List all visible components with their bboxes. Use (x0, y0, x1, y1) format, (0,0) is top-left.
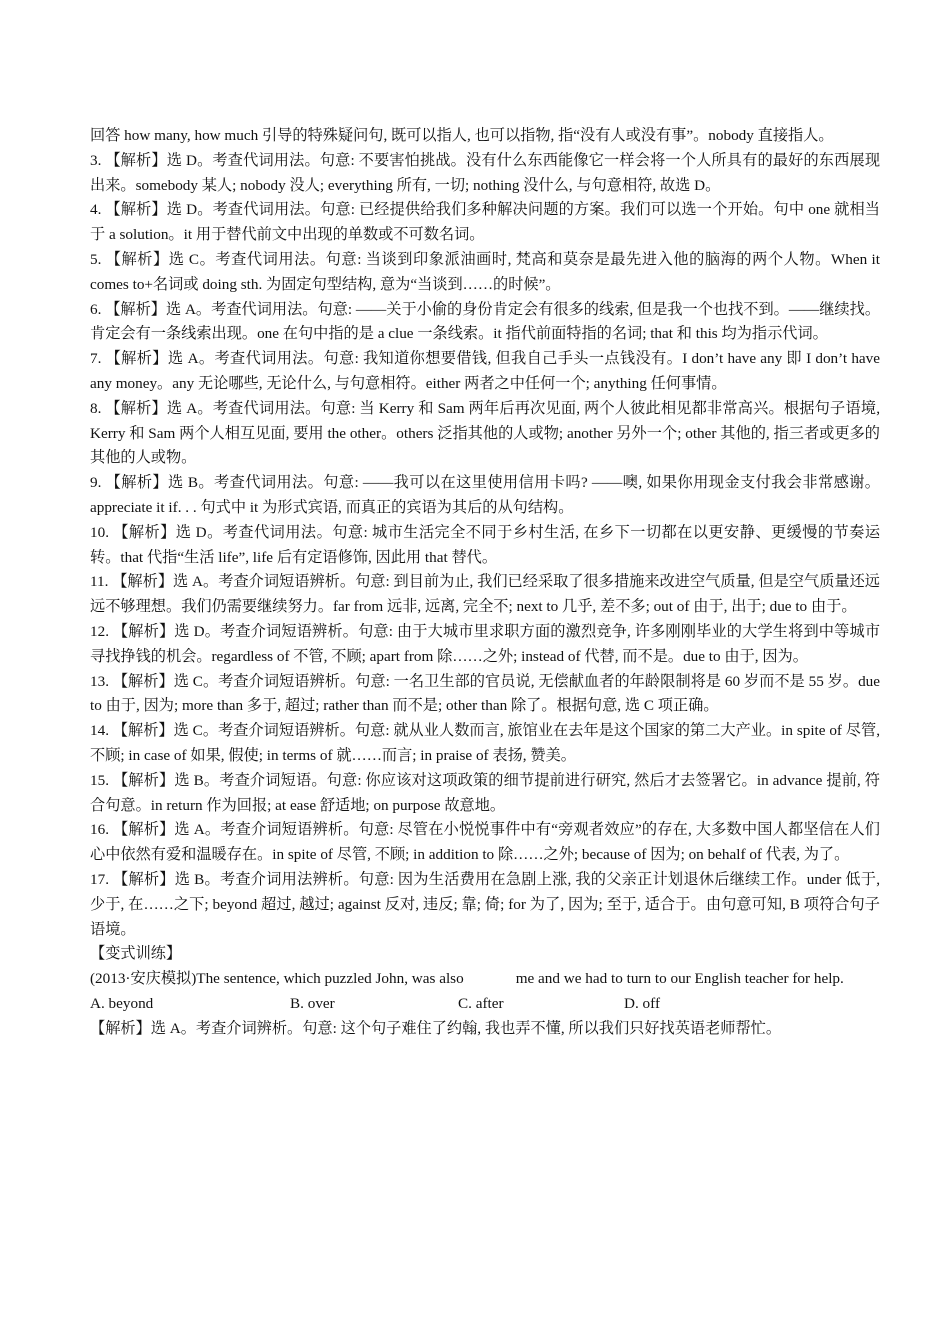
answer-5: 5. 【解析】选 C。考查代词用法。句意: 当谈到印象派油画时, 梵高和莫奈是最先进入他的脑海的两个人物。When it comes to+名词或 doing sth. 为固定句型结构, 意为“当谈到……的时候”。 (90, 250, 880, 293)
question-text-before: (2013·安庆模拟)The sentence, which puzzled John, was also (90, 970, 464, 988)
answer-12: 12. 【解析】选 D。考查介词短语辨析。句意: 由于大城市里求职方面的激烈竞争, 许多刚刚毕业的大学生将到中等城市寻找挣钱的机会。regardless of 不管, 不顾; apart from 除……之外; instead of 代替, 而不是。due to 由于, 因为。 (90, 622, 880, 665)
answer-15: 15. 【解析】选 B。考查介词短语。句意: 你应该对这项政策的细节提前进行研究, 然后才去签署它。in advance 提前, 符合句意。in return 作为回报; at ease 舒适地; on purpose 故意地。 (90, 771, 880, 814)
answer-16: 16. 【解析】选 A。考查介词短语辨析。句意: 尽管在小悦悦事件中有“旁观者效应”的存在, 大多数中国人都坚信在人们心中依然有爱和温暖存在。in spite of 尽管, 不顾; in addition to 除……之外; because of 因为; on behalf of 代表, 为了。 (90, 821, 880, 864)
answer-options (90, 992, 880, 1017)
question-text-after: me and we had to turn to our English teacher for help. (515, 970, 844, 988)
answer-14: 14. 【解析】选 C。考查介词短语辨析。句意: 就从业人数而言, 旅馆业在去年是这个国家的第二大产业。in spite of 尽管, 不顾; in case of 如果, 假使; in terms of 就……而言; in praise of 表扬, 赞美。 (90, 722, 880, 764)
answer-13: 13. 【解析】选 C。考查介词短语辨析。句意: 一名卫生部的官员说, 无偿献血者的年龄限制将是 60 岁而不是 55 岁。due to 由于, 因为; more than 多于, 超过; rather than 而不是; other than 除了。根据句意, 选 C 项正确。 (90, 672, 880, 715)
practice-heading: 【变式训练】 (90, 945, 182, 963)
answer-3: 3. 【解析】选 D。考查代词用法。句意: 不要害怕挑战。没有什么东西能像它一样会将一个人所具有的最好的东西展现出来。somebody 某人; nobody 没人; everything 所有, 一切; nothing 没什么, 与句意相符, 故选 D。 (90, 151, 880, 194)
document-page (90, 124, 880, 1041)
answer-11: 11. 【解析】选 A。考查介词短语辨析。句意: 到目前为止, 我们已经采取了很多措施来改进空气质量, 但是空气质量还远远不够理想。我们仍需要继续努力。far from 远非, 远离, 完全不; next to 几乎, 差不多; out of 由于, 出于; due to 由于。 (90, 573, 880, 616)
answer-7: 7. 【解析】选 A。考查代词用法。句意: 我知道你想要借钱, 但我自己手头一点钱没有。I don’t have any 即 I don’t have any money。any 无论哪些, 无论什么, 与句意相符。either 两者之中任何一个; anything 任何事情。 (90, 350, 880, 392)
answer-4: 4. 【解析】选 D。考查代词用法。句意: 已经提供给我们多种解决问题的方案。我们可以选一个开始。句中 one 就相当于 a solution。it 用于替代前文中出现的单数或不可数名词。 (90, 201, 880, 244)
practice-answer: 【解析】选 A。考查介词辨析。句意: 这个句子难住了约翰, 我也弄不懂, 所以我们只好找英语老师帮忙。 (90, 1019, 782, 1037)
option-a: A. beyond (90, 994, 154, 1012)
answer-paragraph-continued: 回答 how many, how much 引导的特殊疑问句, 既可以指人, 也可以指物, 指“没有人或没有事”。nobody 直接指人。 (90, 127, 834, 144)
answer-10: 10. 【解析】选 D。考查代词用法。句意: 城市生活完全不同于乡村生活, 在乡下一切都在以更安静、更缓慢的节奏运转。that 代指“生活 life”, life 后有定语修饰, 因此用 that 替代。 (90, 523, 880, 566)
answer-9: 9. 【解析】选 B。考查代词用法。句意: ——我可以在这里使用信用卡吗? ——噢, 如果你用现金支付我会非常感谢。appreciate it if. . . 句式中 it 为形式宾语, 而真正的宾语为其后的从句结构。 (90, 474, 880, 516)
option-d: D. off (624, 994, 660, 1012)
option-c: C. after (458, 994, 504, 1012)
practice-question (90, 967, 880, 992)
answer-6: 6. 【解析】选 A。考查代词用法。句意: ——关于小偷的身份肯定会有很多的线索, 但是我一个也找不到。——继续找。肯定会有一条线索出现。one 在句中指的是 a clue 一条线索。it 指代前面特指的名词; that 和 this 均为指示代词。 (90, 300, 880, 343)
answer-8: 8. 【解析】选 A。考查代词用法。句意: 当 Kerry 和 Sam 两年后再次见面, 两个人彼此相见都非常高兴。根据句子语境, Kerry 和 Sam 两个人相互见面, 要用 the other。others 泛指其他的人或物; another 另外一个; other 其他的, 指三者或更多的其他的人或物。 (90, 399, 880, 467)
answer-17: 17. 【解析】选 B。考查介词用法辨析。句意: 因为生活费用在急剧上涨, 我的父亲正计划退休后继续工作。under 低于, 少于, 在……之下; beyond 超过, 越过; against 反对, 违反; 靠; 倚; for 为了, 因为; 至于, 适合于。由句意可知, B 项符合句子语境。 (90, 870, 880, 938)
option-b: B. over (290, 994, 335, 1012)
